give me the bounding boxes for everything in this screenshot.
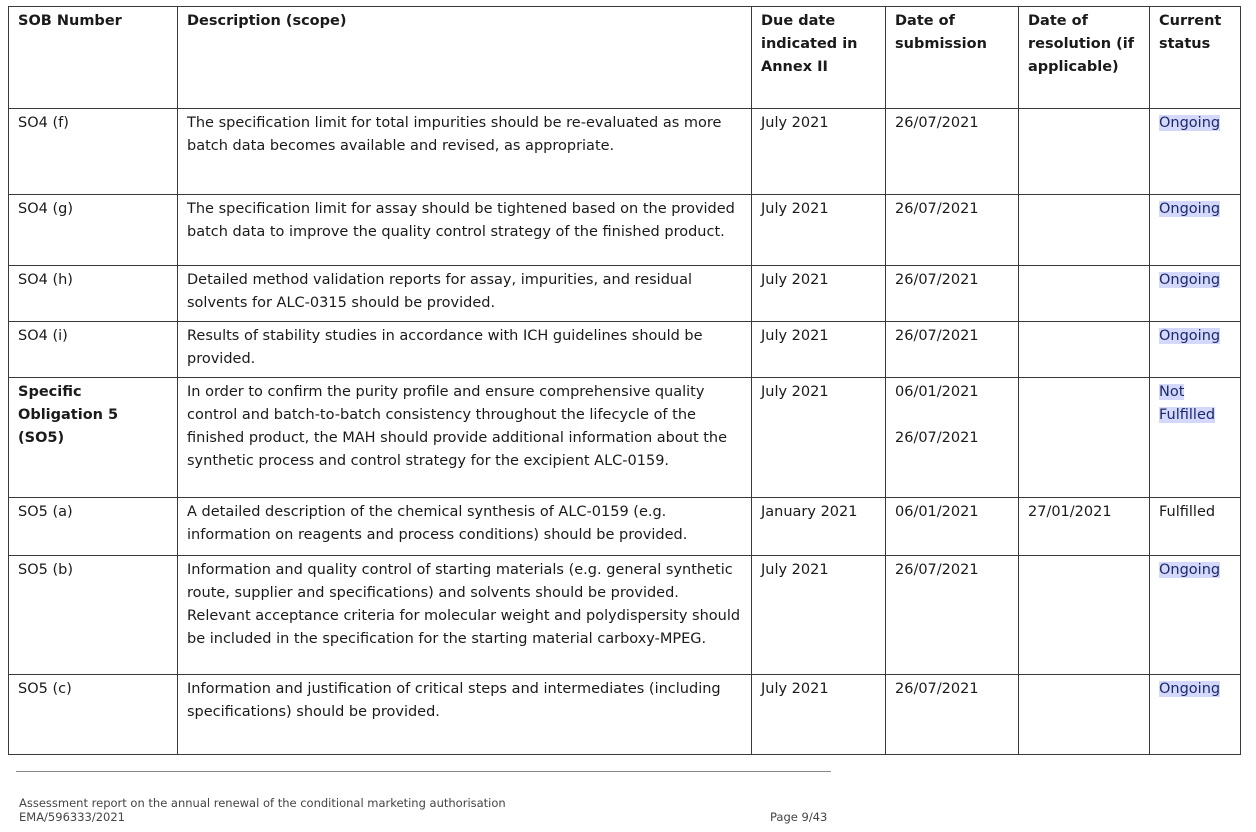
header-due-date: Due date indicated in Annex II [752, 7, 886, 109]
table-row [9, 498, 1241, 556]
sob-number: SO4 (i) [9, 322, 178, 378]
description: The specification limit for total impurities should be re-evaluated as more batch data becomes available and revised, as appropriate. [178, 109, 752, 195]
resolution-date [1019, 322, 1150, 378]
description: The specification limit for assay should be tightened based on the provided batch data to improve the quality control strategy of the finished product. [178, 195, 752, 266]
header-sob-number: SOB Number [9, 7, 178, 109]
submission-date: 26/07/2021 [886, 195, 1019, 266]
sob-number: SO5 (c) [9, 675, 178, 755]
description: In order to confirm the purity profile and ensure comprehensive quality control and batch-to-batch consistency throughout the lifecycle of the finished product, the MAH should provide additional information about the synthetic process and control strategy for the excipient ALC-0159. [178, 378, 752, 498]
submission-date-second: 26/07/2021 [895, 430, 979, 446]
sob-number: SO5 (a) [9, 498, 178, 556]
page-number: Page 9/43 [770, 810, 828, 824]
status-cell [1150, 195, 1241, 266]
status-cell [1150, 109, 1241, 195]
status-badge: Ongoing [1159, 681, 1221, 697]
table-row [9, 195, 1241, 266]
status-badge: Ongoing [1159, 201, 1221, 217]
resolution-date [1019, 266, 1150, 322]
footer-reference: EMA/596333/2021 [19, 810, 125, 824]
table-row [9, 378, 1241, 498]
description: Information and justification of critical steps and intermediates (including specifications) should be provided. [178, 675, 752, 755]
sob-number: SO4 (g) [9, 195, 178, 266]
submission-date: 26/07/2021 [886, 266, 1019, 322]
status-cell [1150, 556, 1241, 675]
table-row [9, 109, 1241, 195]
submission-date [886, 378, 1019, 498]
status-cell [1150, 498, 1241, 556]
submission-date: 06/01/2021 [886, 498, 1019, 556]
description: Results of stability studies in accordance with ICH guidelines should be provided. [178, 322, 752, 378]
table-header-row [9, 7, 1241, 109]
due-date: July 2021 [752, 266, 886, 322]
submission-date: 26/07/2021 [886, 556, 1019, 675]
due-date: January 2021 [752, 498, 886, 556]
header-current-status: Current status [1150, 7, 1241, 109]
footer-divider [16, 771, 831, 772]
header-submission-date: Date of submission [886, 7, 1019, 109]
submission-date-first: 06/01/2021 [895, 384, 979, 400]
status-badge: Ongoing [1159, 562, 1221, 578]
description: Information and quality control of starting materials (e.g. general synthetic route, supplier and specifications) and solvents should be provided. Relevant acceptance criteria for molecular weight and polydispersity should be included in the specification for the starting material carboxy-MPEG. [178, 556, 752, 675]
header-description: Description (scope) [178, 7, 752, 109]
due-date: July 2021 [752, 556, 886, 675]
status-cell [1150, 675, 1241, 755]
resolution-date [1019, 195, 1150, 266]
submission-date: 26/07/2021 [886, 322, 1019, 378]
resolution-date [1019, 556, 1150, 675]
footer-title: Assessment report on the annual renewal of the conditional marketing authorisation [19, 796, 506, 810]
specific-obligations-table [8, 6, 1241, 755]
status-badge: Ongoing [1159, 115, 1221, 131]
table-row [9, 266, 1241, 322]
table-row [9, 675, 1241, 755]
sob-number: Specific Obligation 5 (SO5) [9, 378, 178, 498]
footer [19, 796, 506, 824]
status-badge: Not Fulfilled [1159, 384, 1216, 423]
sob-number: SO4 (f) [9, 109, 178, 195]
resolution-date [1019, 378, 1150, 498]
status-cell [1150, 378, 1241, 498]
due-date: July 2021 [752, 109, 886, 195]
due-date: July 2021 [752, 675, 886, 755]
status-cell [1150, 322, 1241, 378]
status-badge: Ongoing [1159, 328, 1221, 344]
header-resolution-date: Date of resolution (if applicable) [1019, 7, 1150, 109]
resolution-date [1019, 675, 1150, 755]
status-cell [1150, 266, 1241, 322]
resolution-date [1019, 109, 1150, 195]
due-date: July 2021 [752, 322, 886, 378]
sob-number: SO5 (b) [9, 556, 178, 675]
submission-date: 26/07/2021 [886, 675, 1019, 755]
description: Detailed method validation reports for assay, impurities, and residual solvents for ALC-0315 should be provided. [178, 266, 752, 322]
table-row [9, 322, 1241, 378]
sob-number: SO4 (h) [9, 266, 178, 322]
due-date: July 2021 [752, 195, 886, 266]
resolution-date: 27/01/2021 [1019, 498, 1150, 556]
status-badge: Ongoing [1159, 272, 1221, 288]
table-row [9, 556, 1241, 675]
submission-date: 26/07/2021 [886, 109, 1019, 195]
description: A detailed description of the chemical synthesis of ALC-0159 (e.g. information on reagents and process conditions) should be provided. [178, 498, 752, 556]
due-date: July 2021 [752, 378, 886, 498]
status-badge: Fulfilled [1159, 504, 1216, 520]
